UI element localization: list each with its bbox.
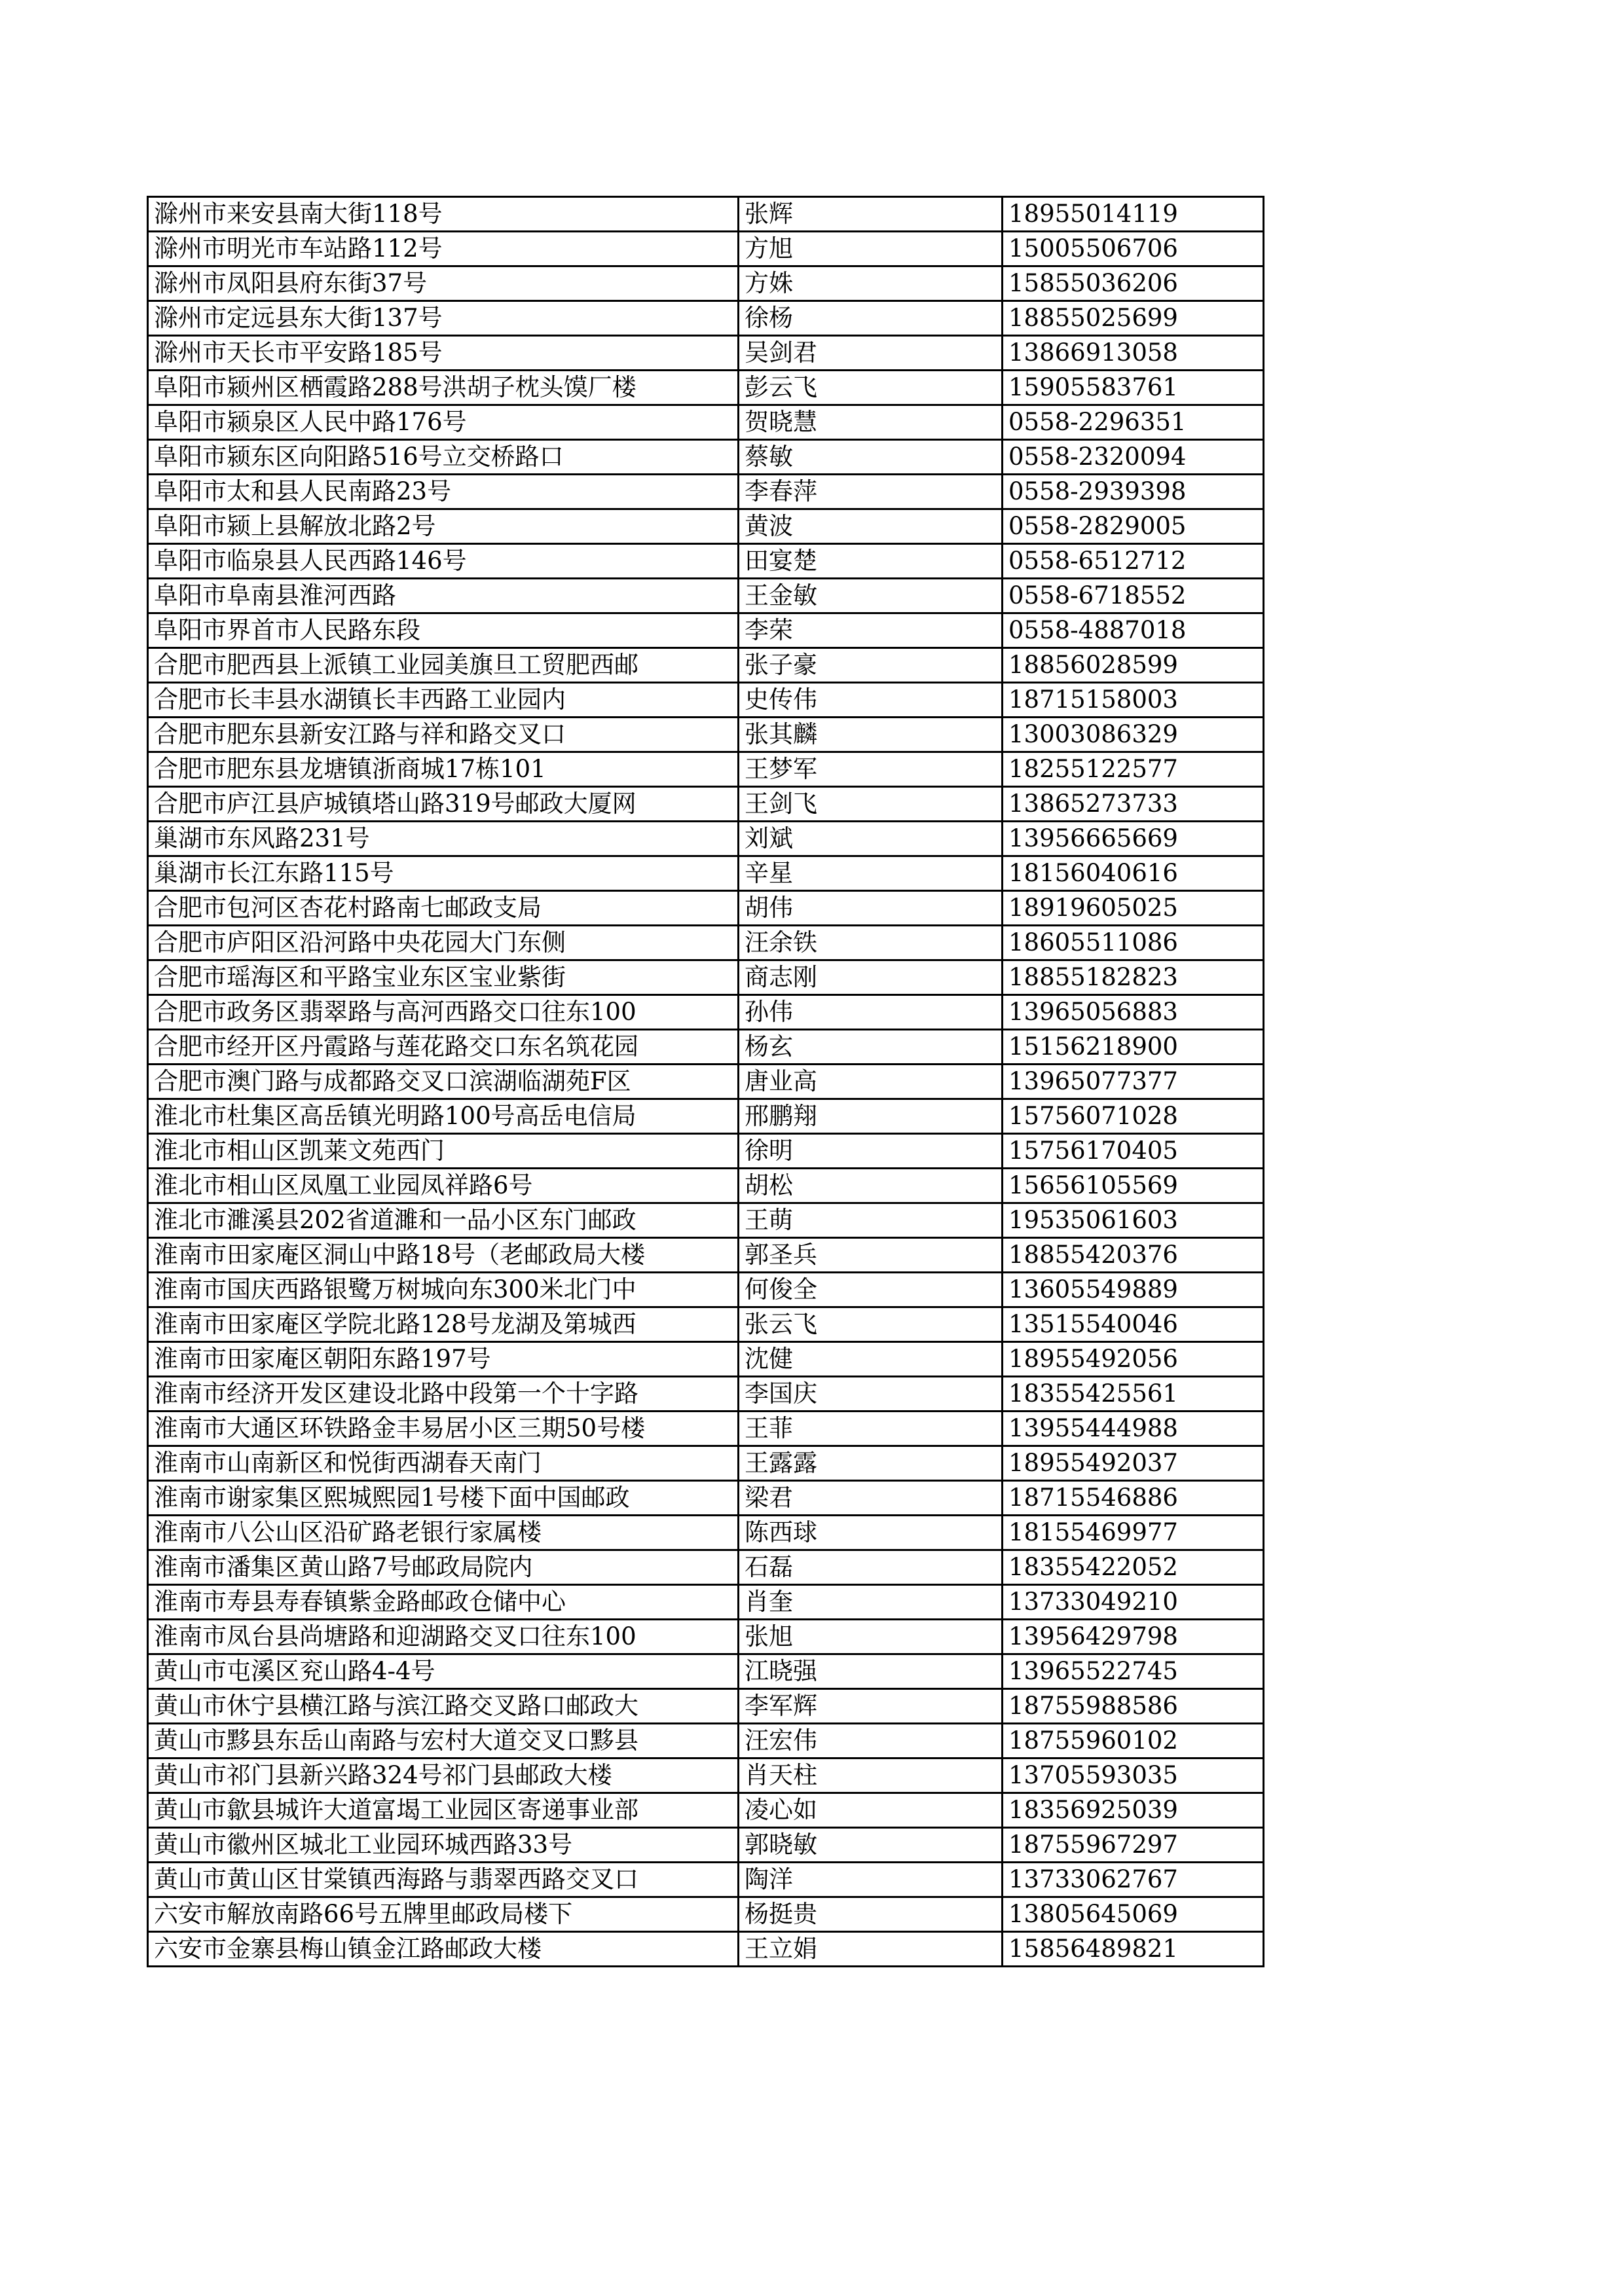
address-cell: 六安市解放南路66号五牌里邮政局楼下 (148, 1897, 739, 1932)
table-row (148, 1516, 1264, 1550)
phone-cell: 0558-2296351 (1003, 405, 1264, 440)
table-row (148, 856, 1264, 891)
name-cell: 吴剑君 (739, 336, 1003, 371)
address-cell: 淮北市濉溪县202省道濉和一品小区东门邮政 (148, 1203, 739, 1238)
address-cell: 阜阳市颍州区栖霞路288号洪胡子枕头馍厂楼 (148, 371, 739, 405)
address-cell: 合肥市肥西县上派镇工业园美旗旦工贸肥西邮 (148, 648, 739, 683)
name-cell: 凌心如 (739, 1793, 1003, 1828)
table-row (148, 371, 1264, 405)
name-cell: 王立娟 (739, 1932, 1003, 1967)
phone-cell: 13605549889 (1003, 1273, 1264, 1307)
address-cell: 黄山市徽州区城北工业园环城西路33号 (148, 1828, 739, 1863)
phone-cell: 15656105569 (1003, 1169, 1264, 1203)
name-cell: 李国庆 (739, 1377, 1003, 1412)
address-cell: 阜阳市阜南县淮河西路 (148, 579, 739, 613)
name-cell: 李荣 (739, 613, 1003, 648)
address-cell: 滁州市天长市平安路185号 (148, 336, 739, 371)
phone-cell: 13956429798 (1003, 1620, 1264, 1654)
phone-cell: 13955444988 (1003, 1412, 1264, 1446)
phone-cell: 18955014119 (1003, 197, 1264, 232)
phone-cell: 15756170405 (1003, 1134, 1264, 1169)
table-row (148, 1446, 1264, 1481)
address-cell: 滁州市定远县东大街137号 (148, 301, 739, 336)
address-cell: 黄山市黟县东岳山南路与宏村大道交叉口黟县 (148, 1724, 739, 1758)
table-row (148, 718, 1264, 752)
phone-cell: 18356925039 (1003, 1793, 1264, 1828)
table-row (148, 1342, 1264, 1377)
address-cell: 淮南市八公山区沿矿路老银行家属楼 (148, 1516, 739, 1550)
address-cell: 淮南市田家庵区学院北路128号龙湖及第城西 (148, 1307, 739, 1342)
table-row (148, 1689, 1264, 1724)
address-cell: 滁州市来安县南大街118号 (148, 197, 739, 232)
address-cell: 淮北市相山区凯莱文苑西门 (148, 1134, 739, 1169)
table-row (148, 613, 1264, 648)
address-cell: 淮南市寿县寿春镇紫金路邮政仓储中心 (148, 1585, 739, 1620)
phone-cell: 13705593035 (1003, 1758, 1264, 1793)
phone-cell: 18755988586 (1003, 1689, 1264, 1724)
name-cell: 孙伟 (739, 995, 1003, 1030)
name-cell: 唐业高 (739, 1065, 1003, 1099)
phone-cell: 13733062767 (1003, 1863, 1264, 1897)
address-cell: 合肥市肥东县龙塘镇浙商城17栋101 (148, 752, 739, 787)
name-cell: 彭云飞 (739, 371, 1003, 405)
phone-cell: 13965522745 (1003, 1654, 1264, 1689)
name-cell: 郭晓敏 (739, 1828, 1003, 1863)
address-cell: 合肥市瑶海区和平路宝业东区宝业紫街 (148, 960, 739, 995)
phone-cell: 0558-2939398 (1003, 475, 1264, 509)
name-cell: 徐杨 (739, 301, 1003, 336)
name-cell: 胡松 (739, 1169, 1003, 1203)
phone-cell: 13965077377 (1003, 1065, 1264, 1099)
name-cell: 张云飞 (739, 1307, 1003, 1342)
phone-cell: 18715158003 (1003, 683, 1264, 718)
name-cell: 邢鹏翔 (739, 1099, 1003, 1134)
table-row (148, 1550, 1264, 1585)
table-row (148, 1134, 1264, 1169)
address-cell: 黄山市歙县城许大道富堨工业园区寄递事业部 (148, 1793, 739, 1828)
address-cell: 滁州市明光市车站路112号 (148, 232, 739, 266)
address-cell: 阜阳市颍泉区人民中路176号 (148, 405, 739, 440)
phone-cell: 18156040616 (1003, 856, 1264, 891)
name-cell: 张子豪 (739, 648, 1003, 683)
table-row (148, 1863, 1264, 1897)
phone-cell: 18255122577 (1003, 752, 1264, 787)
contact-table-body (148, 197, 1264, 1967)
table-row (148, 475, 1264, 509)
name-cell: 商志刚 (739, 960, 1003, 995)
table-row (148, 1481, 1264, 1516)
table-row (148, 648, 1264, 683)
address-cell: 合肥市经开区丹霞路与莲花路交口东名筑花园 (148, 1030, 739, 1065)
table-row (148, 1828, 1264, 1863)
name-cell: 王萌 (739, 1203, 1003, 1238)
name-cell: 方姝 (739, 266, 1003, 301)
address-cell: 阜阳市太和县人民南路23号 (148, 475, 739, 509)
address-cell: 阜阳市临泉县人民西路146号 (148, 544, 739, 579)
table-row (148, 232, 1264, 266)
table-row (148, 960, 1264, 995)
phone-cell: 0558-6718552 (1003, 579, 1264, 613)
phone-cell: 13515540046 (1003, 1307, 1264, 1342)
phone-cell: 18855182823 (1003, 960, 1264, 995)
address-cell: 淮南市大通区环铁路金丰易居小区三期50号楼 (148, 1412, 739, 1446)
phone-cell: 15156218900 (1003, 1030, 1264, 1065)
address-cell: 合肥市政务区翡翠路与高河西路交口往东100 (148, 995, 739, 1030)
phone-cell: 15905583761 (1003, 371, 1264, 405)
phone-cell: 0558-2829005 (1003, 509, 1264, 544)
name-cell: 王梦军 (739, 752, 1003, 787)
phone-cell: 13003086329 (1003, 718, 1264, 752)
address-cell: 淮北市杜集区高岳镇光明路100号高岳电信局 (148, 1099, 739, 1134)
name-cell: 王露露 (739, 1446, 1003, 1481)
table-row (148, 1030, 1264, 1065)
table-row (148, 336, 1264, 371)
table-row (148, 1169, 1264, 1203)
name-cell: 肖天柱 (739, 1758, 1003, 1793)
table-row (148, 440, 1264, 475)
name-cell: 田宴楚 (739, 544, 1003, 579)
phone-cell: 18855025699 (1003, 301, 1264, 336)
address-cell: 阜阳市颍东区向阳路516号立交桥路口 (148, 440, 739, 475)
phone-cell: 13956665669 (1003, 822, 1264, 856)
table-row (148, 1065, 1264, 1099)
table-row (148, 1897, 1264, 1932)
table-row (148, 1377, 1264, 1412)
address-cell: 黄山市黄山区甘棠镇西海路与翡翠西路交叉口 (148, 1863, 739, 1897)
name-cell: 杨挺贵 (739, 1897, 1003, 1932)
table-row (148, 301, 1264, 336)
table-row (148, 995, 1264, 1030)
table-row (148, 1273, 1264, 1307)
address-cell: 合肥市包河区杏花村路南七邮政支局 (148, 891, 739, 926)
phone-cell: 19535061603 (1003, 1203, 1264, 1238)
address-cell: 合肥市长丰县水湖镇长丰西路工业园内 (148, 683, 739, 718)
name-cell: 黄波 (739, 509, 1003, 544)
address-cell: 合肥市肥东县新安江路与祥和路交叉口 (148, 718, 739, 752)
address-cell: 阜阳市颍上县解放北路2号 (148, 509, 739, 544)
table-row (148, 1793, 1264, 1828)
address-cell: 黄山市休宁县横江路与滨江路交叉路口邮政大 (148, 1689, 739, 1724)
name-cell: 刘斌 (739, 822, 1003, 856)
name-cell: 王剑飞 (739, 787, 1003, 822)
table-row (148, 544, 1264, 579)
address-cell: 淮南市谢家集区熙城熙园1号楼下面中国邮政 (148, 1481, 739, 1516)
phone-cell: 13805645069 (1003, 1897, 1264, 1932)
table-row (148, 787, 1264, 822)
name-cell: 陶洋 (739, 1863, 1003, 1897)
phone-cell: 18355425561 (1003, 1377, 1264, 1412)
table-row (148, 509, 1264, 544)
table-row (148, 1758, 1264, 1793)
address-cell: 淮南市田家庵区洞山中路18号（老邮政局大楼 (148, 1238, 739, 1273)
address-cell: 阜阳市界首市人民路东段 (148, 613, 739, 648)
name-cell: 李春萍 (739, 475, 1003, 509)
phone-cell: 15856489821 (1003, 1932, 1264, 1967)
name-cell: 何俊全 (739, 1273, 1003, 1307)
table-row (148, 891, 1264, 926)
address-cell: 淮南市经济开发区建设北路中段第一个十字路 (148, 1377, 739, 1412)
phone-cell: 18955492037 (1003, 1446, 1264, 1481)
phone-cell: 13965056883 (1003, 995, 1264, 1030)
name-cell: 辛星 (739, 856, 1003, 891)
name-cell: 王金敏 (739, 579, 1003, 613)
table-row (148, 405, 1264, 440)
address-cell: 淮北市相山区凤凰工业园凤祥路6号 (148, 1169, 739, 1203)
table-row (148, 1412, 1264, 1446)
phone-cell: 18155469977 (1003, 1516, 1264, 1550)
address-cell: 淮南市山南新区和悦街西湖春天南门 (148, 1446, 739, 1481)
name-cell: 史传伟 (739, 683, 1003, 718)
table-row (148, 1099, 1264, 1134)
table-row (148, 752, 1264, 787)
name-cell: 汪余铁 (739, 926, 1003, 960)
name-cell: 石磊 (739, 1550, 1003, 1585)
table-row (148, 1585, 1264, 1620)
phone-cell: 13733049210 (1003, 1585, 1264, 1620)
address-cell: 合肥市庐阳区沿河路中央花园大门东侧 (148, 926, 739, 960)
phone-cell: 0558-2320094 (1003, 440, 1264, 475)
name-cell: 王菲 (739, 1412, 1003, 1446)
table-row (148, 1620, 1264, 1654)
name-cell: 张其麟 (739, 718, 1003, 752)
name-cell: 方旭 (739, 232, 1003, 266)
address-cell: 六安市金寨县梅山镇金江路邮政大楼 (148, 1932, 739, 1967)
table-row (148, 1654, 1264, 1689)
phone-cell: 18955492056 (1003, 1342, 1264, 1377)
table-row (148, 579, 1264, 613)
table-row (148, 1307, 1264, 1342)
name-cell: 张辉 (739, 197, 1003, 232)
phone-cell: 18856028599 (1003, 648, 1264, 683)
phone-cell: 0558-4887018 (1003, 613, 1264, 648)
name-cell: 徐明 (739, 1134, 1003, 1169)
address-cell: 黄山市祁门县新兴路324号祁门县邮政大楼 (148, 1758, 739, 1793)
spreadsheet-page (147, 196, 1263, 1967)
table-row (148, 683, 1264, 718)
address-cell: 巢湖市东风路231号 (148, 822, 739, 856)
table-row (148, 1932, 1264, 1967)
name-cell: 梁君 (739, 1481, 1003, 1516)
name-cell: 杨玄 (739, 1030, 1003, 1065)
phone-cell: 15756071028 (1003, 1099, 1264, 1134)
name-cell: 胡伟 (739, 891, 1003, 926)
table-row (148, 197, 1264, 232)
name-cell: 贺晓慧 (739, 405, 1003, 440)
table-row (148, 1238, 1264, 1273)
name-cell: 沈健 (739, 1342, 1003, 1377)
name-cell: 陈西球 (739, 1516, 1003, 1550)
name-cell: 郭圣兵 (739, 1238, 1003, 1273)
address-cell: 黄山市屯溪区兖山路4-4号 (148, 1654, 739, 1689)
address-cell: 淮南市凤台县尚塘路和迎湖路交叉口往东100 (148, 1620, 739, 1654)
table-row (148, 1203, 1264, 1238)
phone-cell: 18715546886 (1003, 1481, 1264, 1516)
phone-cell: 13866913058 (1003, 336, 1264, 371)
phone-cell: 15005506706 (1003, 232, 1264, 266)
phone-cell: 18755960102 (1003, 1724, 1264, 1758)
phone-cell: 18919605025 (1003, 891, 1264, 926)
name-cell: 汪宏伟 (739, 1724, 1003, 1758)
table-row (148, 822, 1264, 856)
phone-cell: 18355422052 (1003, 1550, 1264, 1585)
table-row (148, 926, 1264, 960)
phone-cell: 18755967297 (1003, 1828, 1264, 1863)
contact-table (147, 196, 1264, 1967)
address-cell: 淮南市国庆西路银鹭万树城向东300米北门中 (148, 1273, 739, 1307)
address-cell: 合肥市庐江县庐城镇塔山路319号邮政大厦网 (148, 787, 739, 822)
phone-cell: 18855420376 (1003, 1238, 1264, 1273)
phone-cell: 15855036206 (1003, 266, 1264, 301)
table-row (148, 1724, 1264, 1758)
address-cell: 滁州市凤阳县府东街37号 (148, 266, 739, 301)
name-cell: 蔡敏 (739, 440, 1003, 475)
name-cell: 肖奎 (739, 1585, 1003, 1620)
phone-cell: 18605511086 (1003, 926, 1264, 960)
address-cell: 合肥市澳门路与成都路交叉口滨湖临湖苑F区 (148, 1065, 739, 1099)
address-cell: 巢湖市长江东路115号 (148, 856, 739, 891)
name-cell: 江晓强 (739, 1654, 1003, 1689)
name-cell: 李军辉 (739, 1689, 1003, 1724)
phone-cell: 13865273733 (1003, 787, 1264, 822)
name-cell: 张旭 (739, 1620, 1003, 1654)
address-cell: 淮南市田家庵区朝阳东路197号 (148, 1342, 739, 1377)
table-row (148, 266, 1264, 301)
address-cell: 淮南市潘集区黄山路7号邮政局院内 (148, 1550, 739, 1585)
phone-cell: 0558-6512712 (1003, 544, 1264, 579)
